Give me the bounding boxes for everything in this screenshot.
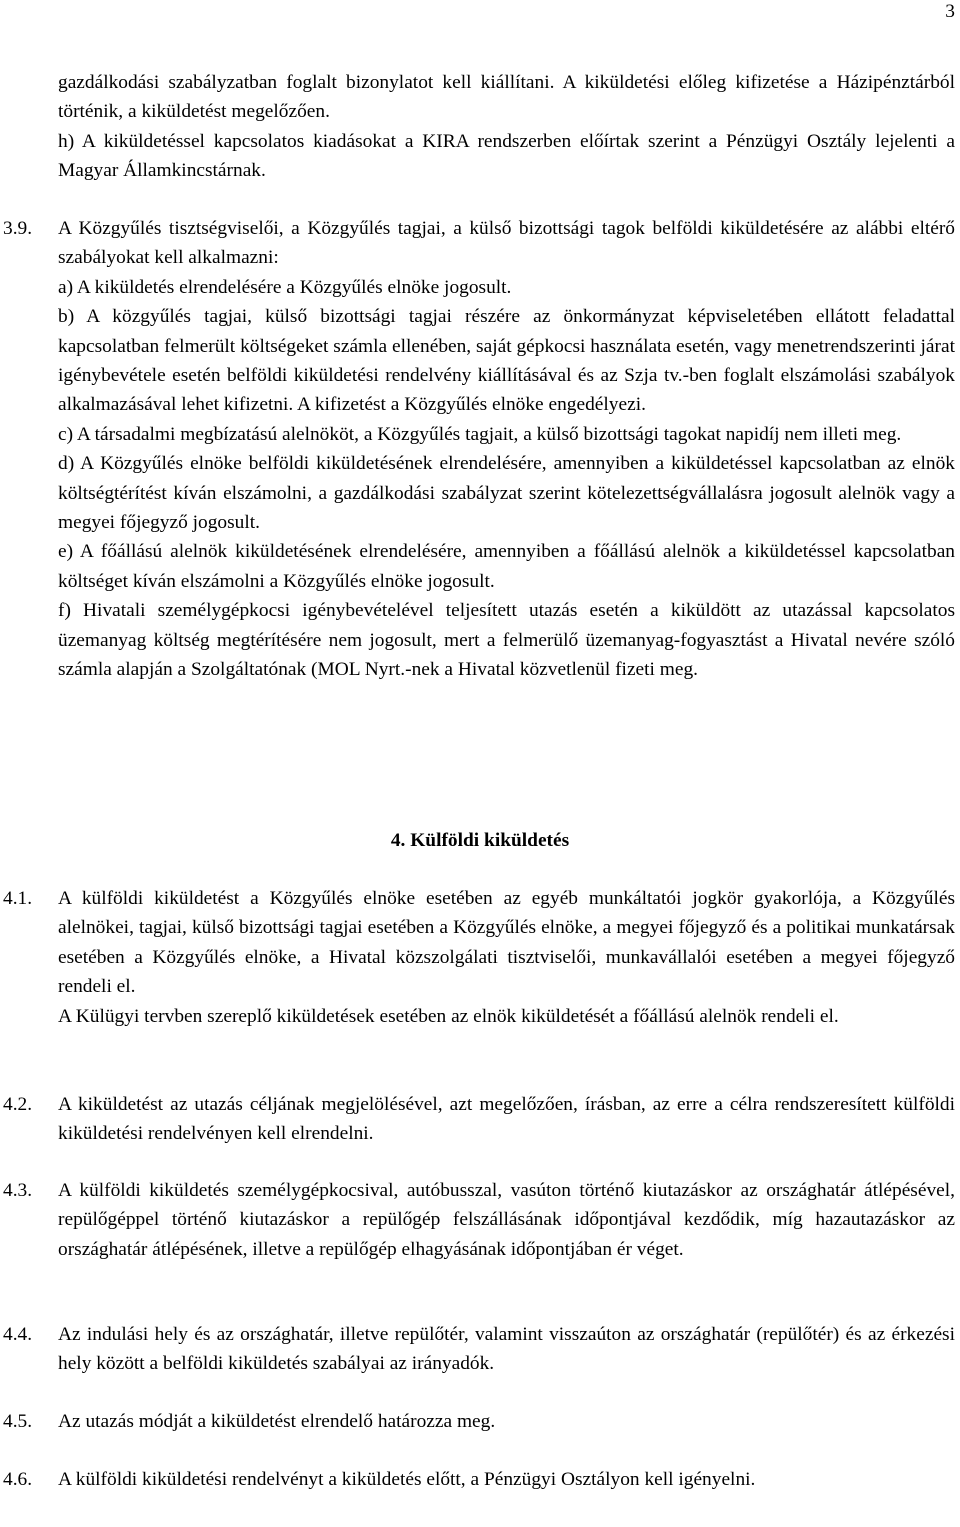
section-number-4-2: 4.2. bbox=[3, 1094, 33, 1115]
section-number-4-3: 4.3. bbox=[3, 1180, 33, 1201]
section-3-9-item-f: f) Hivatali személygépkocsi igénybevételével teljesített utazás esetén a kiküldött az utazással kapcsolatos üzemanyag költség megtérítésére nem jogosult, mert a felmerülő üzemanyag-fogyasztást a Hivatal nevére szóló számla alapján a Szolgáltatónak (MOL Nyrt.-nek a Hivatal közvetlenül fizeti meg. bbox=[58, 600, 955, 681]
section-4-2-body: A kiküldetést az utazás céljának megjelölésével, azt megelőzően, írásban, az erre a célra rendszeresített külföldi kiküldetési rendelvényen kell elrendelni. bbox=[58, 1094, 955, 1145]
intro-block bbox=[58, 68, 955, 186]
section-number-4-1: 4.1. bbox=[3, 888, 33, 909]
section-4-3-body: A külföldi kiküldetés személygépkocsival, autóbusszal, vasúton történő kiutazáskor az országhatár átlépésével, repülőgéppel történő kiutazáskor a repülőgép felszállásának időpontjával kezdődik, míg hazautazáskor az országhatár átlépésének, illetve a repülőgép elhagyásának időpontjában ér véget. bbox=[58, 1180, 955, 1260]
section-3-9-body bbox=[58, 214, 955, 685]
section-4-5-body: Az utazás módját a kiküldetést elrendelő határozza meg. bbox=[58, 1411, 496, 1432]
section-3-9-item-d: d) A Közgyűlés elnöke belföldi kiküldetésének elrendelésére, amennyiben a kiküldetéssel kapcsolatban az elnök költségtérítést kíván elszámolni, a gazdálkodási szabályzat szerint kötelezettségvállalásra jogosult alelnök vagy a megyei főjegyző jogosult. bbox=[58, 453, 955, 534]
section-3-9-item-e: e) A főállású alelnök kiküldetésének elrendelésére, amennyiben a főállású alelnök a kiküldetéssel kapcsolatban költséget kíván elszámolni a Közgyűlés elnöke jogosult. bbox=[58, 541, 955, 592]
intro-paragraph-1: gazdálkodási szabályzatban foglalt bizonylatot kell kiállítani. A kiküldetési előleg kifizetése a Házipénztárból történik, a kiküldetést megelőzően. bbox=[58, 72, 955, 123]
chapter-4-title: 4. Külföldi kiküldetés bbox=[390, 830, 570, 851]
section-4-1-paragraph-1: A külföldi kiküldetést a Közgyűlés elnöke esetében az egyéb munkáltatói jogkör gyakorlója, a Közgyűlés alelnökei, tagjai, külső bizottsági tagjai esetében a Közgyűlés elnöke, a megyei főjegyző és a politikai munkatársak esetében a Közgyűlés elnöke, a Hivatal közszolgálati tisztviselői, munkavállalói esetében a megyei főjegyző rendeli el. bbox=[58, 888, 955, 998]
section-number-4-5: 4.5. bbox=[3, 1411, 33, 1432]
section-4-1-paragraph-2: A Külügyi tervben szereplő kiküldetések esetében az elnök kiküldetését a főállású alelnök rendeli el. bbox=[58, 1005, 839, 1027]
section-4-6-body: A külföldi kiküldetési rendelvényt a kiküldetés előtt, a Pénzügyi Osztályon kell igényelni. bbox=[58, 1469, 756, 1490]
section-number-4-4: 4.4. bbox=[3, 1324, 33, 1345]
section-3-9-item-b: b) A közgyűlés tagjai, külső bizottsági tagjai részére az önkormányzat képviseletében ellátott feladattal kapcsolatban felmerült költségeket számla ellenében, saját gépkocsi használata esetén, vagy menetrendszerinti járat igénybevétele esetén belföldi kiküldetési rendelvény kiállításával és az Szja tv.-ben foglalt elszámolási szabályok alkalmazásával lehet kifizetni. A kifizetést a Közgyűlés elnöke engedélyezi. bbox=[58, 306, 955, 416]
section-number-4-6: 4.6. bbox=[3, 1469, 33, 1490]
section-number-3-9: 3.9. bbox=[3, 218, 33, 239]
page-number: 3 bbox=[945, 1, 955, 22]
section-3-9-intro: A Közgyűlés tisztségviselői, a Közgyűlés tagjai, a külső bizottsági tagok belföldi kiküldetésére az alábbi eltérő szabályokat kell alkalmazni: bbox=[58, 218, 955, 269]
section-3-9-item-a: a) A kiküldetés elrendelésére a Közgyűlés elnöke jogosult. bbox=[58, 276, 512, 298]
intro-paragraph-h: h) A kiküldetéssel kapcsolatos kiadásokat a KIRA rendszerben előírtak szerint a Pénzügyi Osztály lejelenti a Magyar Államkincstárnak. bbox=[58, 130, 955, 182]
section-4-4-body: Az indulási hely és az országhatár, illetve repülőtér, valamint visszaúton az országhatár (repülőtér) és az érkezési hely között a belföldi kiküldetés szabályai az irányadók. bbox=[58, 1324, 955, 1375]
section-3-9-item-c: c) A társadalmi megbízatású alelnököt, a Közgyűlés tagjait, a külső bizottsági tagokat napidíj nem illeti meg. bbox=[58, 423, 902, 445]
section-4-1-body bbox=[58, 884, 955, 1031]
